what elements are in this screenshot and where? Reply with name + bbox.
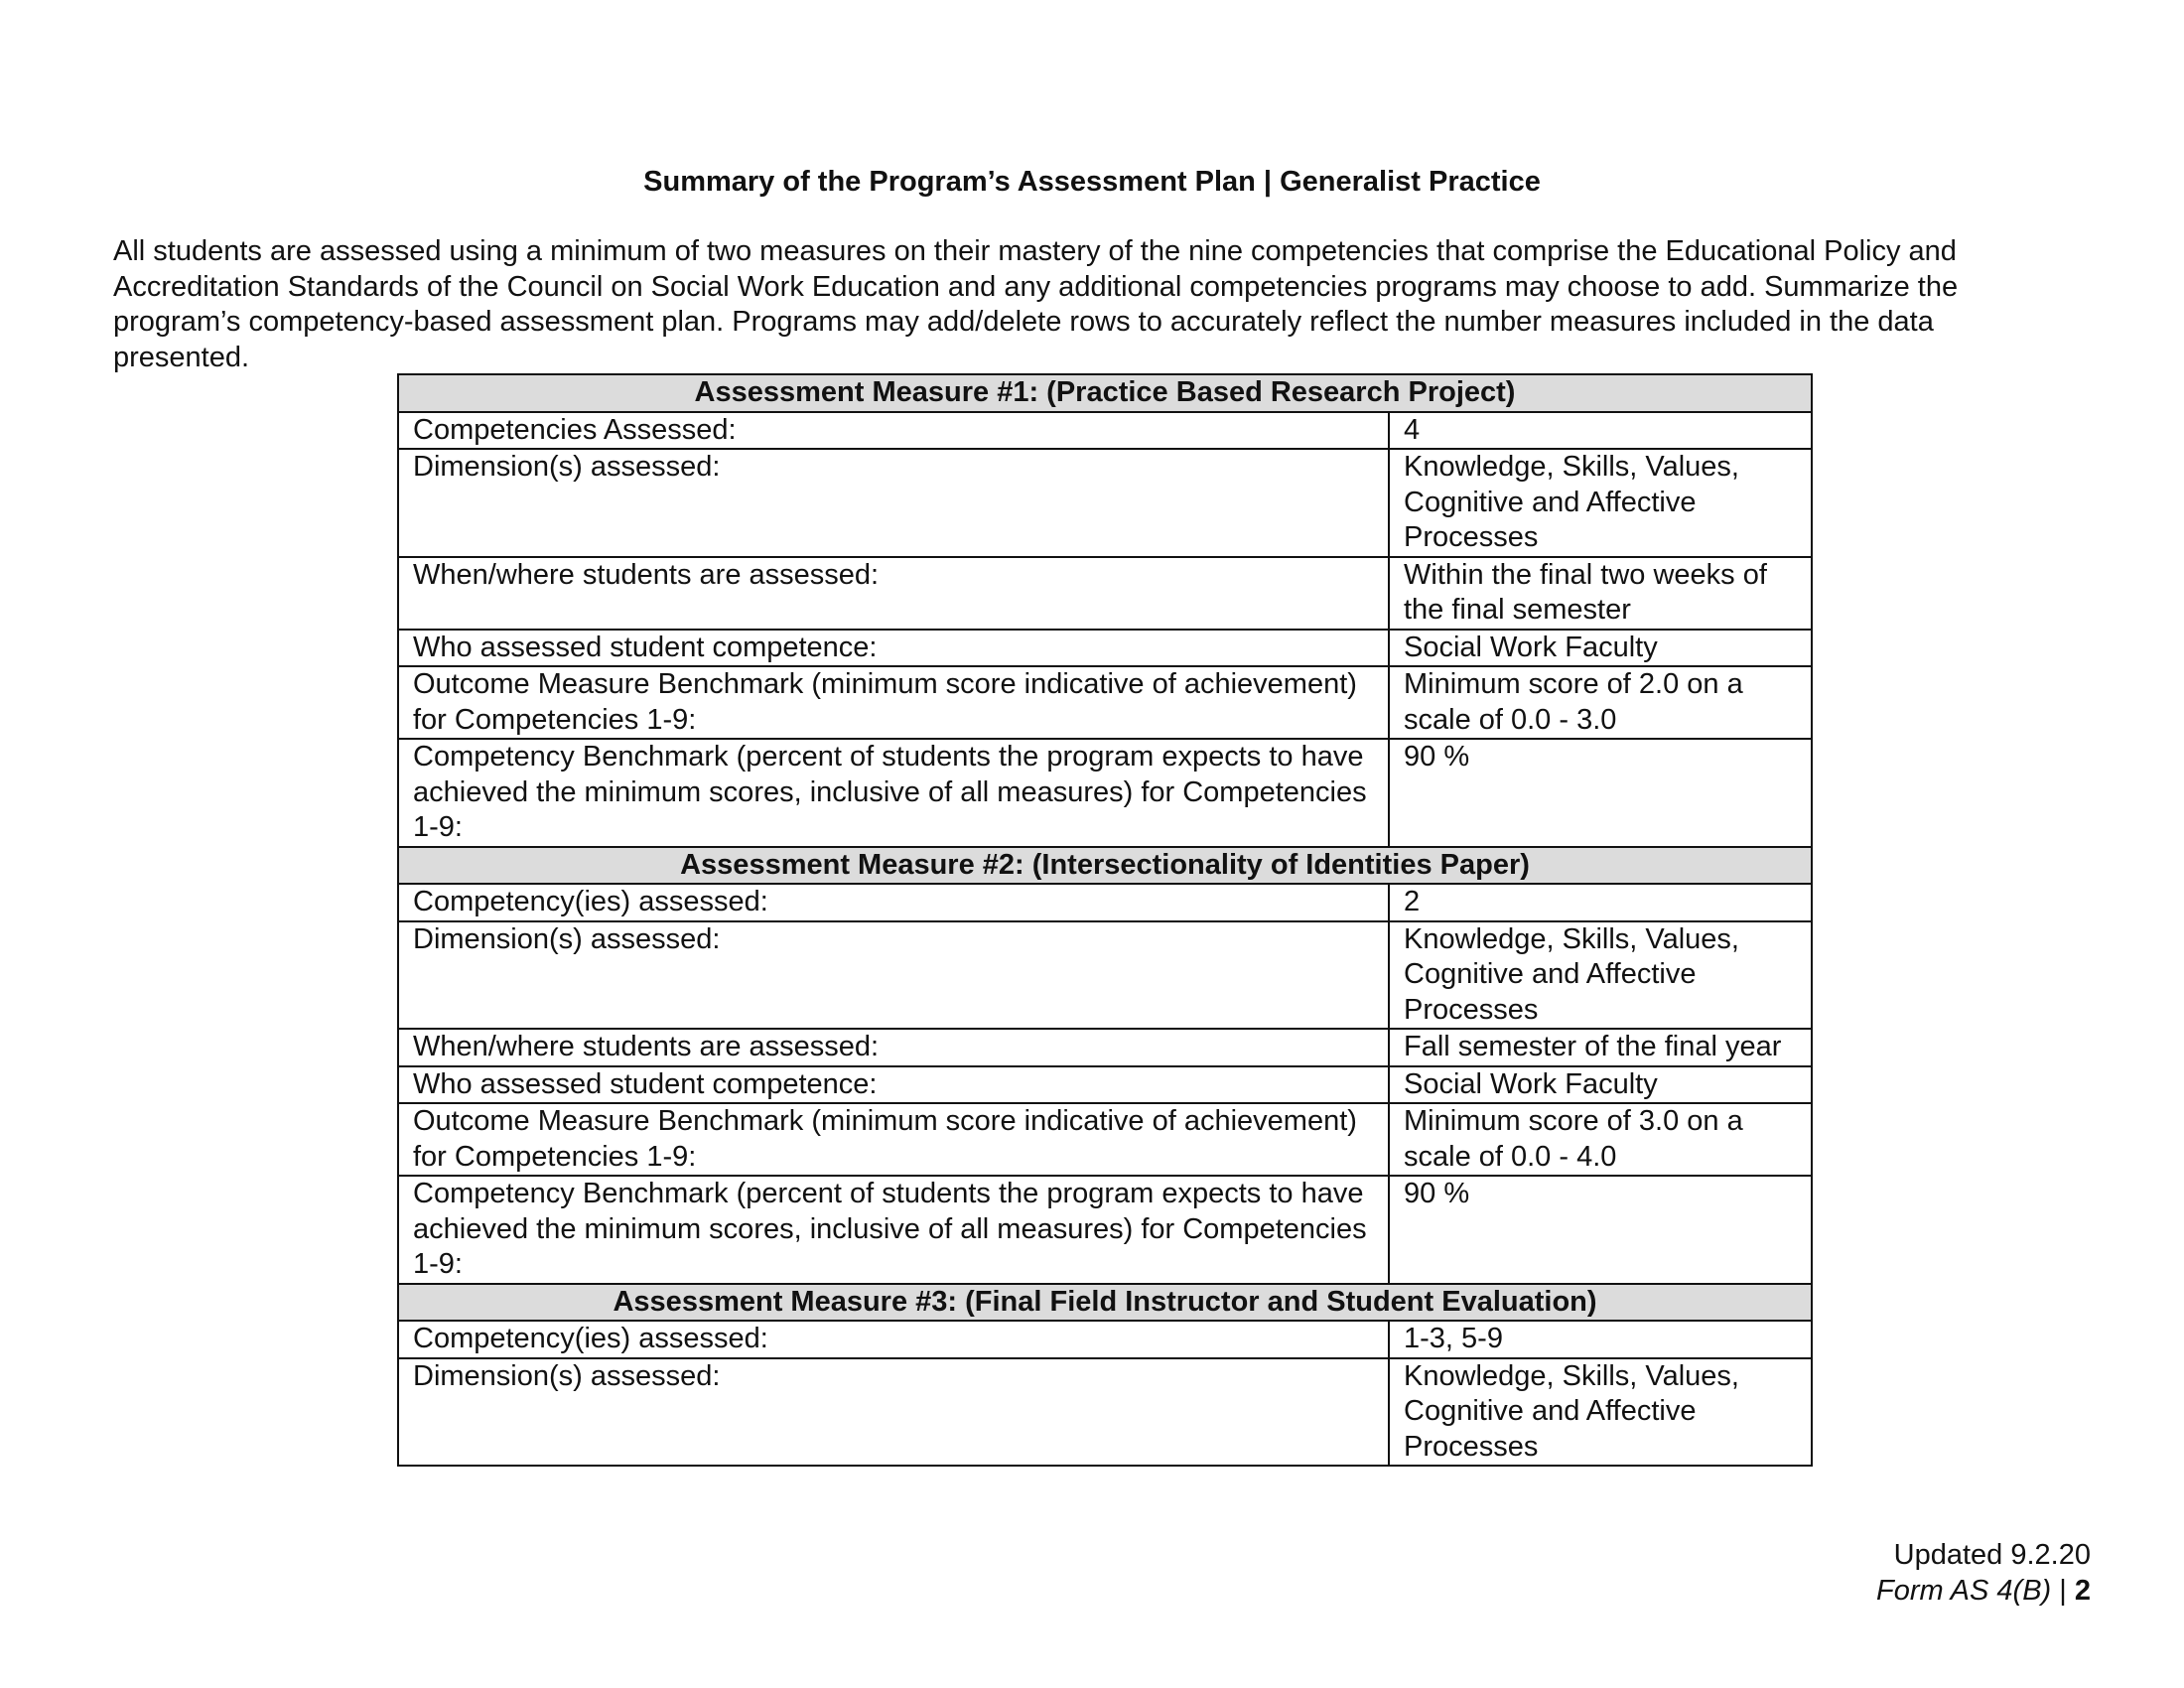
row-value: 90 %: [1389, 1176, 1812, 1284]
table-row: [398, 557, 1812, 630]
table-row: [398, 1103, 1812, 1176]
form-id: Form AS 4(B): [1876, 1575, 2052, 1607]
row-label: Competency(ies) assessed:: [398, 1321, 1389, 1358]
measure-2-heading: Assessment Measure #2: (Intersectionality of Identities Paper): [398, 847, 1812, 885]
table-row: [398, 739, 1812, 847]
row-label: Competencies Assessed:: [398, 412, 1389, 450]
assessment-plan-table: [397, 373, 1813, 1467]
page-footer: [1876, 1537, 2091, 1609]
table-row: [398, 1176, 1812, 1284]
row-label: Competency Benchmark (percent of students the program expects to have achieved the minimum scores, inclusive of all measures) for Competencies 1-9:: [398, 1176, 1389, 1284]
row-label: Dimension(s) assessed:: [398, 921, 1389, 1030]
row-label: Dimension(s) assessed:: [398, 449, 1389, 557]
row-value: Knowledge, Skills, Values, Cognitive and Affective Processes: [1389, 921, 1812, 1030]
row-value: Knowledge, Skills, Values, Cognitive and Affective Processes: [1389, 1358, 1812, 1467]
measure-2-header-row: [398, 847, 1812, 885]
row-label: When/where students are assessed:: [398, 557, 1389, 630]
row-value: 1-3, 5-9: [1389, 1321, 1812, 1358]
row-label: Competency Benchmark (percent of students the program expects to have achieved the minimum scores, inclusive of all measures) for Competencies 1-9:: [398, 739, 1389, 847]
row-label: Outcome Measure Benchmark (minimum score indicative of achievement) for Competencies 1-9:: [398, 666, 1389, 739]
row-value: 2: [1389, 884, 1812, 921]
row-value: Minimum score of 2.0 on a scale of 0.0 - 3.0: [1389, 666, 1812, 739]
row-value: Social Work Faculty: [1389, 1066, 1812, 1104]
row-label: Outcome Measure Benchmark (minimum score indicative of achievement) for Competencies 1-9:: [398, 1103, 1389, 1176]
table-row: [398, 1321, 1812, 1358]
intro-text: All students are assessed using a minimum of two measures on their mastery of the nine competencies that comprise the Educational Policy and Accreditation Standards of the Council on Social Work Education and any additional competencies programs may choose to add. Summarize the program’s competency-based assessment plan. Programs may add/delete rows to accurately reflect the number measures included in the data presented.: [113, 235, 1959, 373]
row-label: Dimension(s) assessed:: [398, 1358, 1389, 1467]
table-row: [398, 412, 1812, 450]
table-row: [398, 1029, 1812, 1066]
row-value: 90 %: [1389, 739, 1812, 847]
table-row: [398, 630, 1812, 667]
row-value: Minimum score of 3.0 on a scale of 0.0 - 4.0: [1389, 1103, 1812, 1176]
footer-separator: |: [2051, 1575, 2075, 1607]
measure-3-heading: Assessment Measure #3: (Final Field Instructor and Student Evaluation): [398, 1284, 1812, 1322]
row-value: Fall semester of the final year: [1389, 1029, 1812, 1066]
row-value: Social Work Faculty: [1389, 630, 1812, 667]
page-number: 2: [2074, 1575, 2091, 1607]
row-value: Within the final two weeks of the final semester: [1389, 557, 1812, 630]
form-id-line: [1876, 1573, 2091, 1609]
row-value: Knowledge, Skills, Values, Cognitive and Affective Processes: [1389, 449, 1812, 557]
updated-date: Updated 9.2.20: [1893, 1539, 2091, 1571]
row-label: Who assessed student competence:: [398, 630, 1389, 667]
page-title: Summary of the Program’s Assessment Plan | Generalist Practice: [643, 166, 1541, 198]
intro-paragraph: [113, 234, 2059, 375]
row-label: Competency(ies) assessed:: [398, 884, 1389, 921]
table-row: [398, 666, 1812, 739]
table-row: [398, 1066, 1812, 1104]
row-label: When/where students are assessed:: [398, 1029, 1389, 1066]
table-row: [398, 884, 1812, 921]
row-value: 4: [1389, 412, 1812, 450]
table-row: [398, 921, 1812, 1030]
measure-3-header-row: [398, 1284, 1812, 1322]
measure-1-header-row: [398, 374, 1812, 412]
table-row: [398, 1358, 1812, 1467]
row-label: Who assessed student competence:: [398, 1066, 1389, 1104]
measure-1-heading: Assessment Measure #1: (Practice Based Research Project): [398, 374, 1812, 412]
table-row: [398, 449, 1812, 557]
